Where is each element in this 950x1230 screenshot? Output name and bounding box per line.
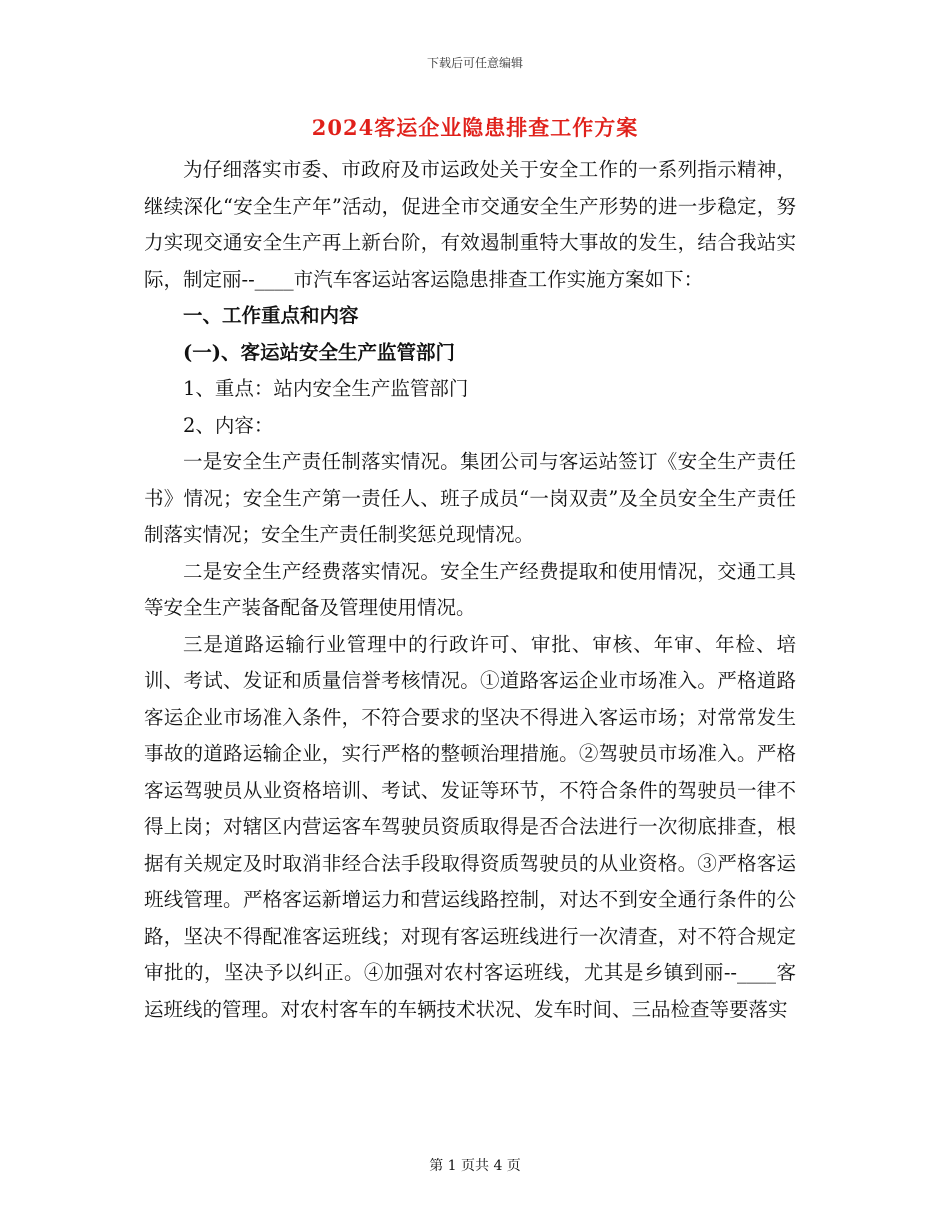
list-item-2: 2、内容： <box>183 413 274 437</box>
subsection-heading-1: (一)、客运站安全生产监管部门 <box>183 340 455 364</box>
paragraph-1: 一是安全生产责任制落实情况。集团公司与客运站签订《安全生产责任书》情况；安全生产第一责任人、班子成员“一岗双责”及全员安全生产责任制落实情况；安全生产责任制奖惩兑现情况。 <box>144 450 796 546</box>
intro-paragraph: 为仔细落实市委、市政府及市运政处关于安全工作的一系列指示精神，继续深化“安全生产年”活动，促进全市交通安全生产形势的进一步稳定，努力实现交通安全生产再上新台阶，有效遏制重特大事故的发生，结合我站实际，制定丽--____市汽车客运站客运隐患排查工作实施方案如下： <box>144 158 796 291</box>
section-heading-1: 一、工作重点和内容 <box>183 304 359 327</box>
list-item-1: 1、重点：站内安全生产监管部门 <box>183 377 469 400</box>
document-body <box>144 152 796 1028</box>
paragraph-2: 二是安全生产经费落实情况。安全生产经费提取和使用情况，交通工具等安全生产装备配备及管理使用情况。 <box>144 559 796 619</box>
page-header: 下载后可任意编辑 <box>426 56 523 70</box>
paragraph-3: 三是道路运输行业管理中的行政许可、审批、审核、年审、年检、培训、考试、发证和质量信誉考核情况。①道路客运企业市场准入。严格道路客运企业市场准入条件，不符合要求的坚决不得进入客运市场；对常常发生事故的道路运输企业，实行严格的整顿治理措施。②驾驶员市场准入。严格客运驾驶员从业资格培训、考试、发证等环节，不符合条件的驾驶员一律不得上岗；对辖区内营运客车驾驶员资质取得是否合法进行一次彻底排查，根据有关规定及时取消非经合法手段取得资质驾驶员的从业资格。③严格客运班线管理。严格客运新增运力和营运线路控制，对达不到安全通行条件的公路，坚决不得配准客运班线；对现有客运班线进行一次清查，对不符合规定审批的，坚决予以纠正。④加强对农村客运班线，尤其是乡镇到丽--____客运班线的管理。对农村客车的车辆技术状况、发车时间、三品检查等要落实 <box>144 632 796 1021</box>
page-footer: 第 1 页共 4 页 <box>429 1158 521 1174</box>
document-title: 2024客运企业隐患排查工作方案 <box>311 115 639 140</box>
